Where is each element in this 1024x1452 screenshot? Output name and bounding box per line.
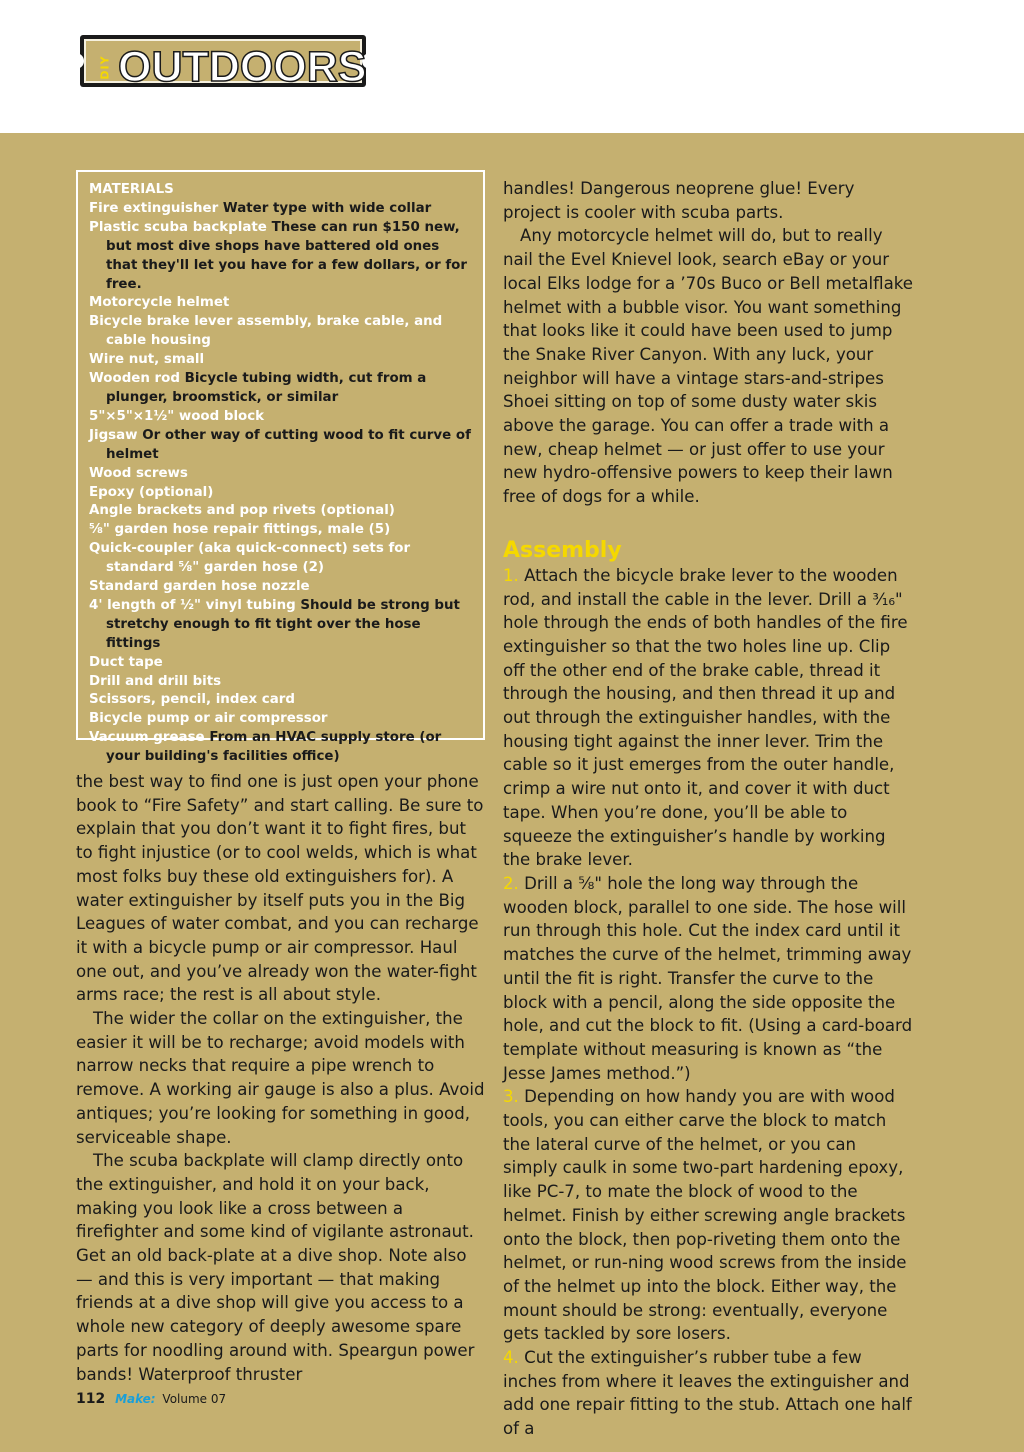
materials-item (89, 578, 473, 597)
materials-item-note: From an HVAC supply store (or your building's facilities office) (106, 730, 442, 765)
step-number: 2. (503, 873, 519, 893)
materials-item-note: Should be strong but stretchy enough to fit tight over the hose fittings (106, 597, 460, 651)
assembly-step (503, 564, 913, 872)
section-title: OUTDOORS (118, 43, 367, 91)
magazine-name: Make: (115, 1392, 156, 1406)
materials-item-name: Duct tape (89, 654, 163, 670)
materials-item (89, 408, 473, 427)
step-text: Depending on how handy you are with wood tools, you can either carve the block to match the lateral curve of the helmet, or you can simply caulk in some two-part hardening epoxy, like PC-7, to mate the block of wood to the helmet. Finish by either screwing angle brackets onto the block, then pop-riveting them onto the helmet, or run-ning wood screws from the inside of the helmet up into the block. Either way, the mount should be strong: eventually, everyone gets tackled by sore losers. (503, 1087, 907, 1344)
materials-item (89, 502, 473, 521)
materials-list (89, 200, 473, 767)
materials-item (89, 710, 473, 729)
materials-item-name: Scissors, pencil, index card (89, 692, 295, 708)
materials-item (89, 200, 473, 219)
assembly-step (503, 1346, 913, 1441)
body-paragraph: The scuba backplate will clamp directly onto the extinguisher, and hold it on your back, making you look like a cross between a firefighter and some kind of vigilante astronaut. Get an old back-plate at a dive shop. Note also — and this is very important — that making friends at a dive shop will give you access to a whole new category of deeply awesome spare parts for noodling around with. Speargun power bands! Waterproof thruster (76, 1151, 475, 1384)
materials-item (89, 219, 473, 295)
materials-item (89, 465, 473, 484)
materials-item-name: Fire extinguisher (89, 200, 219, 216)
materials-item (89, 540, 473, 578)
materials-heading: MATERIALS (89, 182, 174, 197)
badge-tag: DIY (98, 54, 112, 80)
materials-item (89, 597, 473, 654)
body-paragraph: The wider the collar on the extinguisher, the easier it will be to recharge; avoid models with narrow necks that require a pipe wrench to remove. A working air gauge is also a plus. Avoid antiques; you’re looking for something in good, serviceable shape. (76, 1009, 485, 1147)
assembly-steps (503, 564, 913, 1441)
materials-item-name: Wooden rod (89, 371, 180, 387)
assembly-step (503, 1085, 913, 1346)
materials-item-name: Vacuum grease (89, 730, 205, 746)
right-column (503, 177, 913, 1441)
step-text: Drill a ⅝" hole the long way through the wooden block, parallel to one side. The hose will run through this hole. Cut the index card until it matches the curve of the helmet, trimming away until the fit is right. Transfer the curve to the block with a pencil, along the side opposite the hole, and cut the block to fit. (Using a card-board template without measuring is known as “the Jesse James method.”) (503, 873, 913, 1083)
materials-item (89, 313, 473, 351)
materials-item (89, 654, 473, 673)
materials-item-name: Standard garden hose nozzle (89, 579, 310, 595)
materials-item-name: Plastic scuba backplate (89, 219, 267, 235)
materials-item-name: 5"×5"×1½" wood block (89, 408, 265, 424)
materials-item-name: Epoxy (optional) (89, 484, 214, 500)
materials-item-name: Drill and drill bits (89, 673, 222, 689)
materials-item-note: These can run $150 new, but most dive shops have battered old ones that they'll let you have for a few dollars, or for free. (106, 219, 467, 292)
materials-item (89, 351, 473, 370)
materials-item-name: 4' length of ½" vinyl tubing (89, 597, 296, 613)
materials-item-name: Jigsaw (89, 427, 138, 443)
materials-item-name: Quick-coupler (aka quick-connect) sets for standard ⅝" garden hose (2) (89, 541, 411, 576)
body-paragraph: the best way to find one is just open your phone book to “Fire Safety” and start calling. Be sure to explain that you don’t want it to fight fires, but to fight injustice (or to cool welds, which is what most folks buy these old extinguishers for). A water extinguisher by itself puts you in the Big Leagues of water combat, and you can recharge it with a bicycle pump or air compressor. Haul one out, and you’ve already won the water-fight arms race; the rest is all about style. (76, 772, 484, 1005)
materials-item-name: Wood screws (89, 465, 188, 481)
step-number: 3. (503, 1087, 519, 1107)
badge-notch-left (76, 53, 84, 69)
materials-item-name: Bicycle pump or air compressor (89, 711, 328, 727)
materials-item-name: Angle brackets and pop rivets (optional) (89, 503, 395, 519)
header-band (0, 0, 1024, 133)
body-paragraph: Any motorcycle helmet will do, but to really nail the Evel Knievel look, search eBay or your local Elks lodge for a ’70s Buco or Bell metalflake helmet with a bubble visor. You want something that looks like it could have been used to jump the Snake River Canyon. With any luck, your neighbor will have a vintage stars-and-stripes Shoei sitting on top of some dusty water skis above the garage. You can offer a trade with a new, cheap helmet — or just offer to use your new hydro-offensive powers to keep their lawn free of dogs for a while. (503, 226, 914, 507)
step-text: Cut the extinguisher’s rubber tube a few inches from where it leaves the extinguisher and add one repair fitting to the stub. Attach one half of a (503, 1348, 912, 1439)
materials-item-name: ⅝" garden hose repair fittings, male (5) (89, 522, 391, 538)
page-number: 112 (76, 1391, 106, 1407)
section-badge (80, 35, 367, 91)
materials-item (89, 673, 473, 692)
materials-item (89, 691, 473, 710)
materials-item (89, 521, 473, 540)
body-paragraph: handles! Dangerous neoprene glue! Every project is cooler with scuba parts. (503, 179, 855, 222)
materials-item-note: Water type with wide collar (222, 200, 432, 216)
step-text: Attach the bicycle brake lever to the wooden rod, and install the cable in the lever. Drill a ³⁄₁₆" hole through the ends of both handles of the fire extinguisher so that the two holes line up. Clip off the other end of the brake cable, thread it through the housing, and then thread it up and out through the extinguisher handles, with the housing tight against the inner lever. Trim the cable so it just emerges from the outer handle, crimp a wire nut onto it, and cover it with duct tape. When you’re done, you’ll be able to squeeze the extinguisher’s handle by working the brake lever. (503, 565, 908, 870)
step-number: 4. (503, 1348, 519, 1368)
page-footer (76, 1391, 226, 1407)
materials-item-name: Motorcycle helmet (89, 295, 230, 311)
materials-item (89, 427, 473, 465)
materials-item-name: Wire nut, small (89, 352, 205, 368)
materials-item (89, 370, 473, 408)
assembly-step (503, 872, 913, 1085)
step-number: 1. (503, 565, 519, 585)
materials-box (76, 170, 485, 765)
volume-label: Volume 07 (162, 1392, 227, 1406)
materials-item (89, 729, 473, 767)
assembly-heading: Assembly (503, 537, 622, 563)
materials-item-note: Or other way of cutting wood to fit curve of helmet (106, 427, 471, 462)
badge-inner (84, 39, 367, 91)
materials-item (89, 294, 473, 313)
materials-item-name: Bicycle brake lever assembly, brake cable, and cable housing (89, 314, 443, 349)
materials-item-note: Bicycle tubing width, cut from a plunger, broomstick, or similar (106, 371, 427, 405)
left-column (76, 770, 486, 1386)
materials-item (89, 484, 473, 503)
